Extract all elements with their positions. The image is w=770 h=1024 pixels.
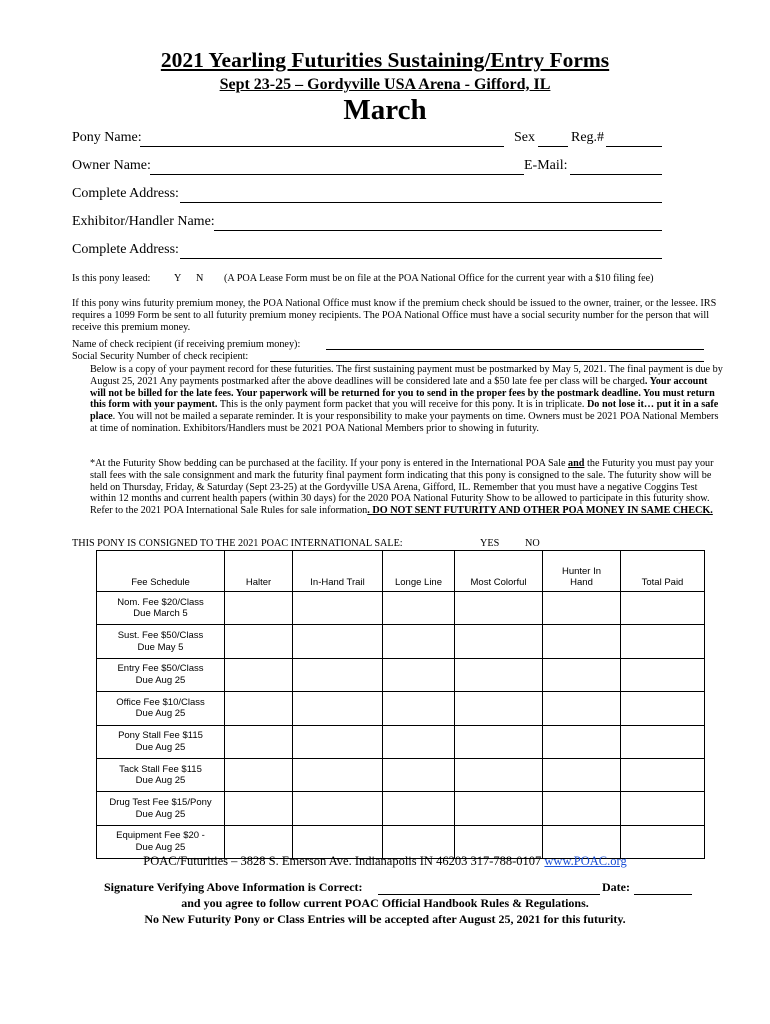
header-in-hand-trail: In-Hand Trail xyxy=(293,551,383,592)
deadline-notice: No New Futurity Pony or Class Entries will be accepted after August 25, 2021 for this futurity. xyxy=(144,912,626,926)
in-hand-trail-cell[interactable] xyxy=(293,692,383,725)
longe-line-cell[interactable] xyxy=(383,758,455,791)
in-hand-trail-cell[interactable] xyxy=(293,592,383,625)
most-colorful-cell[interactable] xyxy=(455,758,543,791)
fee-label xyxy=(97,592,225,625)
most-colorful-cell[interactable] xyxy=(455,658,543,691)
payment-text-b: . Your account will not be billed for the late fees. Your paperwork will be returned for you to send in the proper fees by the postmark deadline. You must return this form with your payment. xyxy=(90,375,715,411)
address-field-2[interactable] xyxy=(180,258,662,259)
total-paid-cell[interactable] xyxy=(621,792,705,825)
rules-agreement: and you agree to follow current POAC Official Handbook Rules & Regulations. xyxy=(181,896,589,910)
fee-label xyxy=(97,658,225,691)
exhibitor-field[interactable] xyxy=(214,230,662,231)
lease-question: Is this pony leased: xyxy=(72,273,151,284)
in-hand-trail-cell[interactable] xyxy=(293,758,383,791)
form-month: March xyxy=(343,94,427,126)
hunter-in-hand-cell[interactable] xyxy=(543,792,621,825)
most-colorful-cell[interactable] xyxy=(455,625,543,658)
fee-table-header xyxy=(97,551,705,592)
table-row xyxy=(97,792,705,825)
hunter-in-hand-cell[interactable] xyxy=(543,692,621,725)
payment-text-a: Below is a copy of your payment record for these futurities. The first sustaining payment must be postmarked by May 5, 2021. The final payment is due by August 25, 2021 Any payments postmarked after the above deadlines will be considered late and a $50 late fee per class will be charged xyxy=(90,364,723,387)
payment-text-e: . You will not be mailed a separate reminder. It is your responsibility to make your payments on time. Owners must be 2021 POA National Members at time of nomination. Exhibitors/Handlers must be 2021 POA National Members prior to showing in futurity. xyxy=(90,411,719,434)
header-total-paid: Total Paid xyxy=(621,551,705,592)
longe-line-cell[interactable] xyxy=(383,792,455,825)
hunter-in-hand-cell[interactable] xyxy=(543,658,621,691)
form-subtitle: Sept 23-25 – Gordyville USA Arena - Gifford, IL xyxy=(219,76,551,93)
payment-text-d: Do not lose it… put it in a safe place xyxy=(90,399,719,423)
table-row xyxy=(97,758,705,791)
fee-label xyxy=(97,725,225,758)
form-title: 2021 Yearling Futurities Sustaining/Entry Forms xyxy=(160,48,610,72)
date-label: Date: xyxy=(602,880,630,894)
fee-label-line2: Due Aug 25 xyxy=(135,674,186,686)
fee-label-line2: Due Aug 25 xyxy=(135,808,186,820)
halter-cell[interactable] xyxy=(225,725,293,758)
in-hand-trail-cell[interactable] xyxy=(293,792,383,825)
most-colorful-cell[interactable] xyxy=(455,592,543,625)
lease-note: (A POA Lease Form must be on file at the POA National Office for the current year with a $10 filing fee) xyxy=(224,273,654,284)
consigned-question: THIS PONY IS CONSIGNED TO THE 2021 POAC INTERNATIONAL SALE: xyxy=(72,538,403,549)
futurity-text-b: the Futurity you must pay your stall fees with the sale consignment and mark the futurity final payment form indicating that this pony is consigned to the sale. The futurity show will be held on Thursday, Friday, & Saturday (Sept 23-25) at the Gordyville USA Arena, Gifford, IL. Remember that you must have a negative Coggins Test within 12 months and current health papers (within 30 days) for the 2020 POA National Futurity Show to be allowed to participate in this futurity show. Refer to the 2021 POA International Sale Rules for sale information xyxy=(90,458,714,517)
header-hunter-in-hand: Hunter In Hand xyxy=(543,551,621,592)
fee-label-line2: Due Aug 25 xyxy=(135,775,186,787)
address-label-1: Complete Address: xyxy=(72,186,179,201)
futurity-warning: . DO NOT SENT FUTURITY AND OTHER POA MONEY IN SAME CHECK. xyxy=(367,505,713,517)
owner-name-label: Owner Name: xyxy=(72,158,151,173)
table-row xyxy=(97,692,705,725)
longe-line-cell[interactable] xyxy=(383,658,455,691)
check-recipient-field[interactable] xyxy=(326,349,704,350)
payment-paragraph xyxy=(72,364,724,435)
signature-label: Signature Verifying Above Information is Correct: xyxy=(104,880,363,894)
halter-cell[interactable] xyxy=(225,625,293,658)
most-colorful-cell[interactable] xyxy=(455,725,543,758)
total-paid-cell[interactable] xyxy=(621,625,705,658)
most-colorful-cell[interactable] xyxy=(455,792,543,825)
total-paid-cell[interactable] xyxy=(621,758,705,791)
longe-line-cell[interactable] xyxy=(383,592,455,625)
header-fee-schedule: Fee Schedule xyxy=(97,551,225,592)
ssn-field[interactable] xyxy=(270,361,704,362)
fee-label-line1: Nom. Fee $20/Class xyxy=(117,596,204,608)
futurity-text-a: *At the Futurity Show bedding can be purchased at the facility. If your pony is entered in the International POA Sale xyxy=(90,458,569,469)
pony-name-field[interactable] xyxy=(140,146,504,147)
table-row xyxy=(97,625,705,658)
sex-field[interactable] xyxy=(538,146,568,147)
futurity-paragraph xyxy=(72,458,724,517)
futurity-and: and xyxy=(568,458,585,469)
table-row xyxy=(97,725,705,758)
owner-name-field[interactable] xyxy=(150,174,524,175)
fee-table xyxy=(96,550,705,859)
total-paid-cell[interactable] xyxy=(621,592,705,625)
lease-yes-option[interactable]: Y xyxy=(174,273,182,284)
footer-address-text: POAC/Futurities – 3828 S. Emerson Ave. Indianapolis IN 46203 317-788-0107 xyxy=(143,854,545,868)
ssn-label: Social Security Number of check recipient: xyxy=(72,351,249,362)
premium-paragraph xyxy=(72,298,724,333)
hunter-in-hand-cell[interactable] xyxy=(543,725,621,758)
check-recipient-label: Name of check recipient (if receiving premium money): xyxy=(72,339,301,350)
in-hand-trail-cell[interactable] xyxy=(293,625,383,658)
fee-label xyxy=(97,692,225,725)
hunter-in-hand-cell[interactable] xyxy=(543,625,621,658)
halter-cell[interactable] xyxy=(225,792,293,825)
total-paid-cell[interactable] xyxy=(621,658,705,691)
fee-label-line1: Equipment Fee $20 - xyxy=(116,830,205,842)
consigned-yes-option[interactable]: YES xyxy=(480,538,500,549)
fee-label-line1: Tack Stall Fee $115 xyxy=(119,763,202,775)
signature-field[interactable] xyxy=(378,894,600,895)
fee-label-line2: Due Aug 25 xyxy=(135,708,186,720)
lease-no-option[interactable]: N xyxy=(196,273,204,284)
most-colorful-cell[interactable] xyxy=(455,692,543,725)
exhibitor-label: Exhibitor/Handler Name: xyxy=(72,214,215,229)
header-most-colorful: Most Colorful xyxy=(455,551,543,592)
in-hand-trail-cell[interactable] xyxy=(293,725,383,758)
fee-label-line1: Office Fee $10/Class xyxy=(116,696,205,708)
halter-cell[interactable] xyxy=(225,658,293,691)
table-row xyxy=(97,592,705,625)
total-paid-cell[interactable] xyxy=(621,725,705,758)
longe-line-cell[interactable] xyxy=(383,692,455,725)
fee-label-line1: Drug Test Fee $15/Pony xyxy=(109,797,212,809)
poac-website-link[interactable]: www.POAC.org xyxy=(544,854,627,868)
pony-name-label: Pony Name: xyxy=(72,130,142,145)
fee-label-line2: Due May 5 xyxy=(137,641,184,653)
address-field-1[interactable] xyxy=(180,202,662,203)
table-row xyxy=(97,658,705,691)
address-label-2: Complete Address: xyxy=(72,242,179,257)
halter-cell[interactable] xyxy=(225,758,293,791)
email-label: E-Mail: xyxy=(524,158,568,173)
fee-label-line1: Pony Stall Fee $115 xyxy=(118,730,203,742)
hunter-in-hand-cell[interactable] xyxy=(543,758,621,791)
consigned-no-option[interactable]: NO xyxy=(525,538,540,549)
fee-label xyxy=(97,758,225,791)
fee-label xyxy=(97,792,225,825)
fee-label xyxy=(97,625,225,658)
fee-label-line2: Due Aug 25 xyxy=(135,841,186,853)
fee-label-line1: Sust. Fee $50/Class xyxy=(117,630,204,642)
halter-cell[interactable] xyxy=(225,692,293,725)
longe-line-cell[interactable] xyxy=(383,725,455,758)
halter-cell[interactable] xyxy=(225,592,293,625)
total-paid-cell[interactable] xyxy=(621,692,705,725)
email-field[interactable] xyxy=(570,174,662,175)
date-field[interactable] xyxy=(634,894,692,895)
hunter-in-hand-cell[interactable] xyxy=(543,592,621,625)
reg-field[interactable] xyxy=(606,146,662,147)
header-halter: Halter xyxy=(225,551,293,592)
in-hand-trail-cell[interactable] xyxy=(293,658,383,691)
longe-line-cell[interactable] xyxy=(383,625,455,658)
fee-label-line2: Due Aug 25 xyxy=(135,741,186,753)
sex-label: Sex xyxy=(514,130,535,145)
fee-label-line1: Entry Fee $50/Class xyxy=(117,663,204,675)
header-longe-line: Longe Line xyxy=(383,551,455,592)
footer-address xyxy=(0,854,770,869)
payment-text-c: This is the only payment form packet that you will receive for this pony. It is in triplicate. xyxy=(217,399,587,411)
reg-label: Reg.# xyxy=(571,130,605,145)
fee-label-line2: Due March 5 xyxy=(133,608,188,620)
premium-text: If this pony wins futurity premium money, the POA National Office must know if the premium check should be issued to the owner, trainer, or the lessee. IRS requires a 1099 Form be sent to all futurity premium money recipients. The POA National Office must have a social security number for the person that will receive this premium money. xyxy=(72,298,717,333)
